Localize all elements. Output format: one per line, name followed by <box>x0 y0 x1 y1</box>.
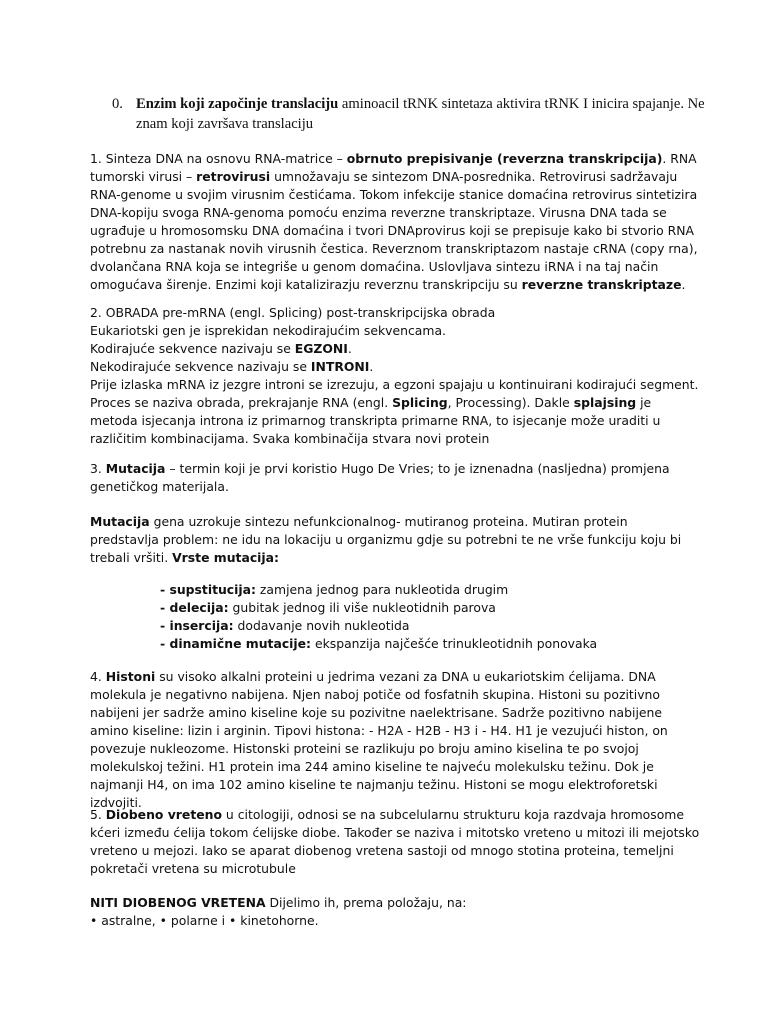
bold-term: - dinamične mutacije: <box>160 636 312 651</box>
text-run: zamjena jednog para nukleotida drugim <box>255 582 509 597</box>
bold-term: Mutacija <box>90 514 150 529</box>
bold-term: obrnuto prepisivanje (reverzna transkripcija) <box>346 151 663 166</box>
bold-term: Diobeno vreteno <box>105 807 222 822</box>
text-run: 3. <box>90 461 106 476</box>
section-histones <box>90 668 700 812</box>
text-run: gena uzrokuje sintezu nefunkcionalnog- mutiranog proteina. Mutiran protein predstavlja problem: ne idu na lokaciju u organizmu gdje su potrebni te ne vrše funkciju koju bi trebali vršiti. <box>90 514 682 565</box>
text-run: u citologiji, odnosi se na subcelularnu strukturu koja razdvaja hromosome kćeri između ćelija tokom ćelijske diobe. Također se naziva i mitotsko vreteno u mitozi ili mejotsko vreteno u mejozi. Iako se aparat diobenog vretena sastoji od mnogo stotina proteina, temeljni pokretači vretena su microtubule <box>90 807 700 876</box>
bold-term: retrovirusi <box>196 169 271 184</box>
list-item <box>160 617 680 635</box>
text-run: su visoko alkalni proteini u jedrima vezani za DNA u eukariotskim ćelijama. DNA molekula je negativno nabijena. Njen naboj potiče od fosfatnih skupina. Histoni su pozitivno nabijeni jer sadrže amino kiseline koje su pozivitne naelektrisane. Sadrže pozitivno nabijene amino kiseline: lizin i arginin. Tipovi histona: - H2A - H2B - H3 i - H4. H1 je vezujući histon, on povezuje nukleozome. Histonski proteini se razlikuju po broju amino kiselina te po svojoj molekulskoj težini. H1 protein ima 244 amino kiseline te najveću molekulsku težinu. Dok je najmanji H4, on ima 102 amino kiseline te najmanju težinu. Histoni se mogu elektroforetski izdvojiti. <box>90 669 668 810</box>
item-zero-text <box>136 94 732 134</box>
text-run: Prije izlaska mRNA iz jezgre introni se izrezuju, a egzoni spajaju u kontinuirani kodirajući segment. Proces se naziva obrada, prekrajanje RNA (engl. <box>90 377 699 410</box>
bold-term: - delecija: <box>160 600 229 615</box>
text-run: 1. Sinteza DNA na osnovu RNA-matrice – <box>90 151 347 166</box>
splicing-heading: 2. OBRADA pre-mRNA (engl. Splicing) post-transkripcijska obrada <box>90 305 496 320</box>
text-run: je metoda isjecanja introna iz primarnog transkripta primarne RNA, to isjecanje može uraditi u različitim kombinacijama. Svaka kombinačija stvara novi protein <box>90 395 661 446</box>
text-run: 5. <box>90 807 106 822</box>
section-mutation-detail <box>90 513 700 567</box>
text-run: Kodirajuće sekvence nazivaju se <box>90 341 295 356</box>
section-splicing <box>90 304 700 448</box>
text-run: umnožavaju se sintezom DNA-posrednika. Retrovirusi sadržavaju RNA-genome u svojim virusnim čestićama. Tokom infekcije stanice domaćina retrovirus sintetizira DNA-kopiju svoga RNA-genoma pomoću enzima reverzne transkriptaze. Virusna DNA tada se ugrađuje u hromosomsku DNA domaćina i tvori DNAprovirus koji se prepisuje kako bi stvorio RNA potrebnu za nastanak novih virusnih čestica. Reverznom transkriptazom nastaje cRNA (copy rna), dvolančana RNA koja se integriše u genom domaćina. Uslovljava sintezu iRNA i na taj način omogućava širenje. Enzimi koji katalizirazju reverznu transkripciju su <box>90 169 698 292</box>
text-line <box>90 894 700 912</box>
list-item <box>160 599 680 617</box>
text-run: , Processing). Dakle <box>447 395 574 410</box>
section-mutation <box>90 460 700 496</box>
text-run: . <box>347 341 352 356</box>
text-run: dodavanje novih nukleotida <box>233 618 410 633</box>
text-run: ekspanzija najčešće trinukleotidnih ponovaka <box>311 636 598 651</box>
text-run: Nekodirajuće sekvence nazivaju se <box>90 359 311 374</box>
text-line: Eukariotski gen je isprekidan nekodirajućim sekvencama. <box>90 323 446 338</box>
bold-term: splajsing <box>573 395 637 410</box>
text-run: . RNA tumorski virusi – <box>90 151 697 184</box>
text-run: . <box>681 277 686 292</box>
bold-term: - insercija: <box>160 618 234 633</box>
section-spindle-fibers <box>90 894 700 930</box>
mutation-types-list <box>160 581 680 653</box>
bold-term: Mutacija <box>105 461 166 476</box>
item-zero-rest: aminoacil tRNK sintetaza aktivira tRNK I inicira spajanje. Ne znam koji završava translaciju <box>136 96 705 132</box>
text-run: Dijelimo ih, prema položaju, na: <box>265 895 467 910</box>
text-line <box>90 358 700 376</box>
bold-term: - supstitucija: <box>160 582 256 597</box>
section-spindle <box>90 806 700 878</box>
fiber-types-line: • astralne, • polarne i • kinetohorne. <box>90 913 319 928</box>
text-line <box>90 340 700 358</box>
list-item <box>160 635 680 653</box>
bold-term: EGZONI <box>294 341 348 356</box>
section-reverse-transcription <box>90 150 700 294</box>
bold-term: INTRONI <box>310 359 370 374</box>
bold-term: Histoni <box>105 669 156 684</box>
item-zero-title: Enzim koji započinje translaciju <box>136 96 339 112</box>
bold-term: NITI DIOBENOG VRETENA <box>90 895 266 910</box>
text-run: . <box>369 359 374 374</box>
bold-term: Vrste mutacija: <box>172 550 279 565</box>
text-run: 4. <box>90 669 106 684</box>
bold-term: reverzne transkriptaze <box>521 277 682 292</box>
text-run: – termin koji je prvi koristio Hugo De Vries; to je iznenadna (nasljedna) promjena genetičkog materijala. <box>90 461 670 494</box>
bold-term: Splicing <box>392 395 448 410</box>
list-item <box>160 581 680 599</box>
text-run: gubitak jednog ili više nukleotidnih parova <box>228 600 496 615</box>
item-number: 0. <box>112 96 123 112</box>
splicing-paragraph <box>90 376 700 448</box>
